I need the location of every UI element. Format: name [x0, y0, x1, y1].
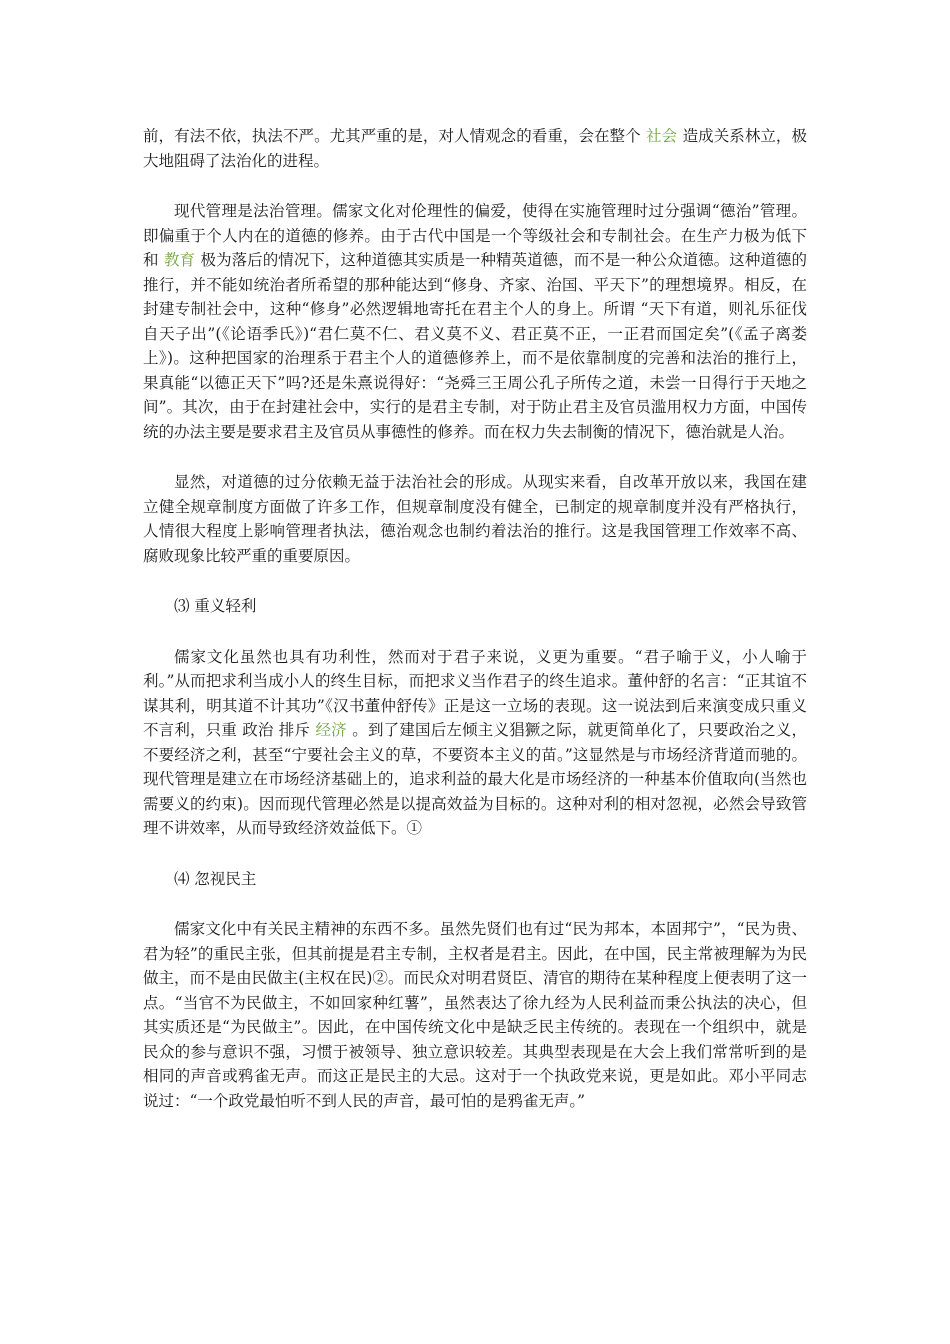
paragraph-2-text-b: 极为落后的情况下，这种道德其实质是一种精英道德，而不是一种公众道德。这种道德的推行，并不能如统治者所希望的那种能达到“修身、齐家、治国、平天下”的理想境界。相反，在封建专制社会中，这种“修身”必然逻辑地寄托在君主个人的身上。所谓 “天下有道，则礼乐征伐自天子出”(《论语季氏》)“君仁莫不仁、君义莫不义、君正莫不正，一正君而国定矣”(《孟子离娄上》)。这种把国家的治理系于君主个人的道德修养上，而不是依靠制度的完善和法治的推行上，果真能“以德正天下”吗?还是朱熹说得好：“尧舜三王周公孔子所传之道，未尝一日得行于天地之间”。其次，由于在封建社会中，实行的是君主专制，对于防止君主及官员滥用权力方面，中国传统的办法主要是要求君主及官员从事德性的修养。而在权力失去制衡的情况下，德治就是人治。 — [143, 251, 807, 441]
keyword-link-education[interactable]: 教育 — [163, 251, 196, 269]
paragraph-1-text-a: 前，有法不依，执法不严。尤其严重的是，对人情观念的看重，会在整个 — [143, 127, 641, 145]
keyword-link-society[interactable]: 社会 — [646, 127, 678, 145]
paragraph-2 — [143, 199, 807, 444]
paragraph-4 — [143, 645, 807, 841]
paragraph-2-text-a: 现代管理是法治管理。儒家文化对伦理性的偏爱，使得在实施管理时过分强调“德治”管理。即偏重于个人内在的道德的修养。由于古代中国是一个等级社会和专制社会。在生产力极为低下和 — [143, 202, 807, 269]
paragraph-4-text-a: 儒家文化虽然也具有功利性，然而对于君子来说，义更为重要。“君子喻于义，小人喻于利。”从而把求利当成小人的终生目标，而把求义当作君子的终生追求。董仲舒的名言：“正其谊不谋其利，明其道不计其功”《汉书董仲舒传》正是这一立场的表现。这一说法到后来演变成只重义不言利，只重 政治 排斥 — [143, 647, 807, 739]
document-page — [143, 124, 807, 1139]
section-heading-3: ⑶ 重义轻利 — [174, 597, 257, 615]
paragraph-1 — [143, 124, 807, 173]
paragraph-1-text-b: 造成关系林立，极大地阻碍了法治化的进程。 — [143, 127, 807, 170]
paragraph-4-text-b: 。到了建国后左倾主义猖獗之际，就更简单化了，只要政治之义，不要经济之利，甚至“宁要社会主义的草，不要资本主义的苗。”这显然是与市场经济背道而驰的。现代管理是建立在市场经济基础上的，追求利益的最大化是市场经济的一种基本价值取向(当然也需要义的约束)。因而现代管理必然是以提高效益为目标的。这种对利的相对忽视，必然会导致管理不讲效率，从而导致经济效益低下。① — [143, 721, 807, 837]
paragraph-5: 儒家文化中有关民主精神的东西不多。虽然先贤们也有过“民为邦本，本固邦宁”，“民为贵、君为轻”的重民主张，但其前提是君主专制，主权者是君主。因此，在中国，民主常被理解为为民做主，而不是由民做主(主权在民)②。而民众对明君贤臣、清官的期待在某种程度上便表明了这一点。“当官不为民做主，不如回家种红薯”，虽然表达了徐九经为人民利益而秉公执法的决心，但其实质还是“为民做主”。因此，在中国传统文化中是缺乏民主传统的。表现在一个组织中，就是民众的参与意识不强，习惯于被领导、独立意识较差。其典型表现是在大会上我们常常听到的是相同的声音或鸦雀无声。而这正是民主的大忌。这对于一个执政党来说，更是如此。邓小平同志说过：“一个政党最怕听不到人民的声音，最可怕的是鸦雀无声。” — [143, 920, 807, 1110]
section-heading-4: ⑷ 忽视民主 — [174, 869, 257, 888]
keyword-link-economy[interactable]: 经济 — [315, 721, 347, 739]
paragraph-3: 显然，对道德的过分依赖无益于法治社会的形成。从现实来看，自改革开放以来，我国在建立健全规章制度方面做了许多工作，但规章制度没有健全，已制定的规章制度并没有严格执行，人情很大程度上影响管理者执法，德治观念也制约着法治的推行。这是我国管理工作效率不高、腐败现象比较严重的重要原因。 — [143, 473, 807, 565]
